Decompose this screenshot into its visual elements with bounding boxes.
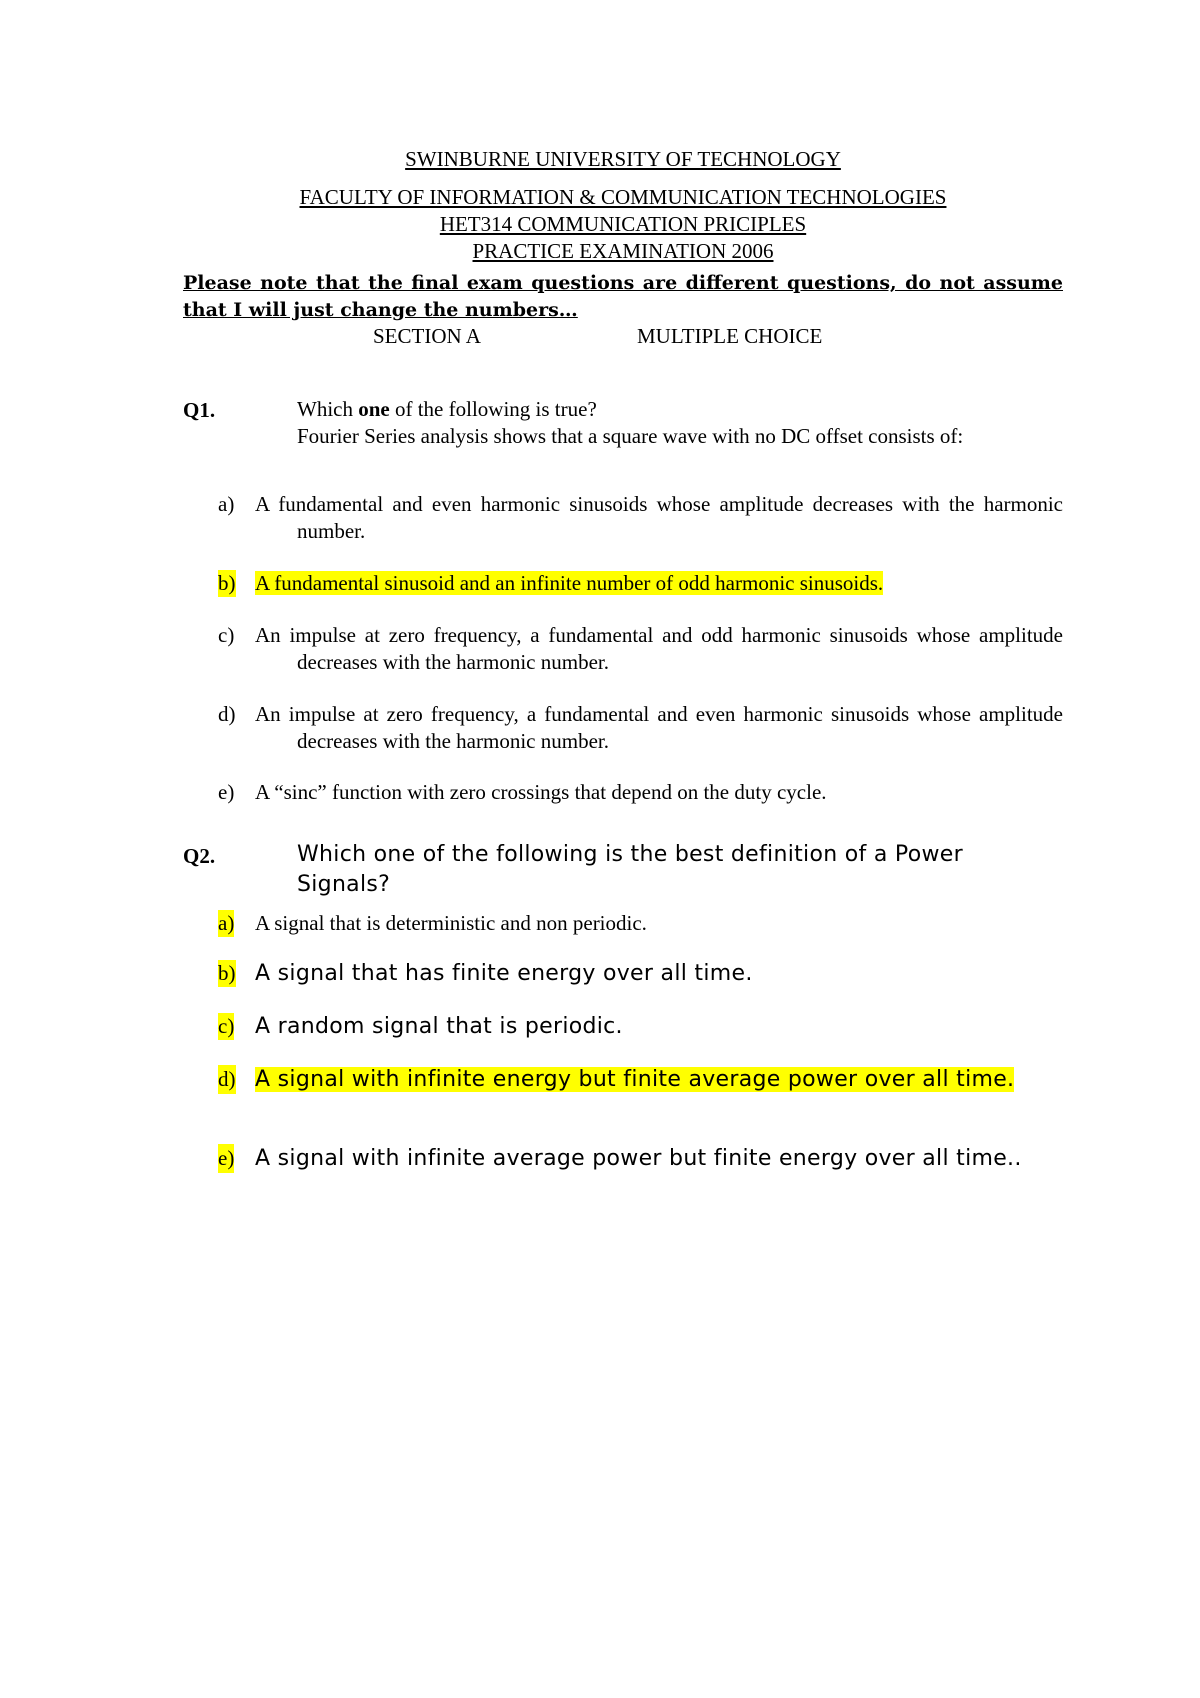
- question-2-prompt: Which one of the following is the best definition of a Power Signals?: [297, 842, 963, 897]
- section-type: MULTIPLE CHOICE: [637, 324, 823, 348]
- option-text: A “sinc” function with zero crossings that depend on the duty cycle.: [255, 780, 827, 804]
- question-1-prompt: [297, 396, 1063, 450]
- option-letter: b): [218, 571, 236, 595]
- question-1-prompt-line2: Fourier Series analysis shows that a square wave with no DC offset consists of:: [297, 424, 964, 448]
- prompt-emphasis: one: [358, 397, 390, 421]
- option-text: [255, 570, 1063, 597]
- prompt-pre: Which: [297, 397, 359, 421]
- question-1-number: Q1.: [183, 398, 216, 422]
- option-text: A signal that is deterministic and non periodic.: [255, 911, 647, 935]
- option-text: A fundamental and even harmonic sinusoids whose amplitude decreases with the harmonic number.: [255, 492, 1063, 543]
- question-2-number: Q2.: [183, 844, 216, 868]
- highlighted-answer: A signal with infinite energy but finite average power over all time.: [255, 1067, 1015, 1092]
- q1-option-c[interactable]: [218, 622, 1063, 676]
- q2-option-e[interactable]: [218, 1144, 1063, 1173]
- q1-option-d[interactable]: [218, 701, 1063, 755]
- course-title: HET314 COMMUNICATION PRICIPLES: [439, 212, 807, 236]
- option-letter: c): [218, 623, 235, 647]
- question-1-prompt-line1: [297, 396, 1063, 423]
- option-letter: a): [218, 492, 235, 516]
- option-letter: e): [218, 780, 235, 804]
- option-text: [255, 1065, 1063, 1094]
- option-letter: d): [218, 1065, 236, 1094]
- exam-header: [183, 146, 1063, 265]
- q2-option-b[interactable]: [218, 960, 1063, 987]
- option-text: An impulse at zero frequency, a fundamental and even harmonic sinusoids whose amplitude decreases with the harmonic number.: [255, 702, 1063, 753]
- highlighted-answer: A fundamental sinusoid and an infinite number of odd harmonic sinusoids.: [255, 571, 884, 595]
- option-letter: c): [218, 1014, 235, 1038]
- faculty-title: FACULTY OF INFORMATION & COMMUNICATION TECHNOLOGIES: [299, 185, 947, 209]
- option-letter: a): [218, 911, 235, 935]
- q1-option-a[interactable]: [218, 491, 1063, 545]
- q1-option-b[interactable]: [218, 570, 1063, 597]
- exam-title: PRACTICE EXAMINATION 2006: [472, 239, 774, 263]
- option-text: A signal that has finite energy over all time.: [255, 961, 753, 986]
- q2-option-a[interactable]: [218, 910, 1063, 937]
- option-text: A random signal that is periodic.: [255, 1014, 623, 1039]
- q1-option-e[interactable]: [218, 779, 1063, 806]
- option-text: An impulse at zero frequency, a fundamental and odd harmonic sinusoids whose amplitude decreases with the harmonic number.: [255, 623, 1063, 674]
- q2-option-d[interactable]: [218, 1065, 1063, 1094]
- q2-option-c[interactable]: [218, 1013, 1063, 1040]
- option-letter: b): [218, 961, 236, 985]
- option-text: A signal with infinite average power but finite energy over all time..: [255, 1146, 1022, 1171]
- prompt-post: of the following is true?: [389, 397, 597, 421]
- option-letter: e): [218, 1144, 234, 1173]
- section-label: SECTION A: [373, 324, 481, 348]
- option-letter: d): [218, 702, 236, 726]
- university-title: SWINBURNE UNIVERSITY OF TECHNOLOGY: [405, 147, 841, 171]
- exam-notice: Please note that the final exam questions are different questions, do not assume that I will just change the numbers…: [183, 272, 1063, 321]
